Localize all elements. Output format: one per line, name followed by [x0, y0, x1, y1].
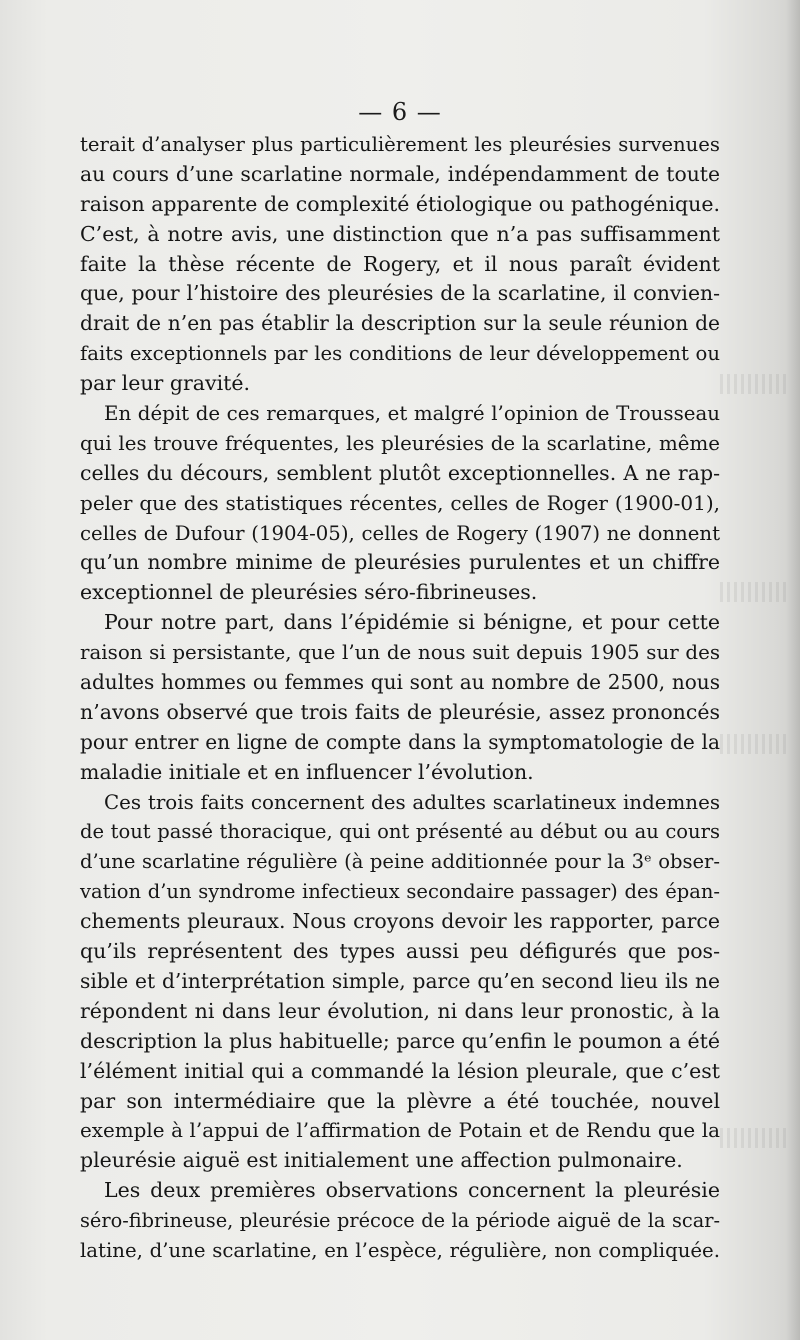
- text-line: au cours d’une scarlatine normale, indépendamment de toute: [80, 161, 720, 186]
- text-line: exemple à l’appui de l’affirmation de Potain et de Rendu que la: [80, 1119, 720, 1143]
- text-line: sible et d’interprétation simple, parce qu’en second lieu ils ne: [80, 968, 720, 993]
- text-line: latine, d’une scarlatine, en l’espèce, régulière, non compliquée.: [80, 1238, 720, 1262]
- text-line: par leur gravité.: [80, 371, 251, 396]
- body-text: [80, 130, 720, 1266]
- text-line: qu’ils représentent des types aussi peu défigurés que pos-: [80, 939, 720, 964]
- text-line: raison si persistante, que l’un de nous suit depuis 1905 sur des: [80, 641, 720, 665]
- text-line: pour entrer en ligne de compte dans la symptomatologie de la: [80, 729, 720, 754]
- text-line: Pour notre part, dans l’épidémie si bénigne, et pour cette: [104, 610, 720, 635]
- text-line: exceptionnel de pleurésies séro-fibrineuses.: [80, 580, 538, 605]
- text-line: par son intermédiaire que la plèvre a été touchée, nouvel: [80, 1088, 720, 1113]
- text-line: adultes hommes ou femmes qui sont au nombre de 2500, nous: [80, 670, 720, 695]
- text-line: qui les trouve fréquentes, les pleurésies de la scarlatine, même: [80, 431, 720, 455]
- text-line: celles du décours, semblent plutôt exceptionnelles. A ne rap-: [80, 460, 720, 485]
- text-line: d’une scarlatine régulière (à peine additionnée pour la 3ᵉ obser-: [80, 850, 720, 874]
- text-line: drait de n’en pas établir la description sur la seule réunion de: [80, 311, 720, 336]
- show-through: [720, 734, 790, 754]
- text-line: séro-fibrineuse, pleurésie précoce de la période aiguë de la scar-: [80, 1209, 720, 1233]
- show-through: [720, 1128, 790, 1148]
- text-line: En dépit de ces remarques, et malgré l’opinion de Trousseau: [104, 402, 720, 426]
- page-number: — 6 —: [358, 98, 442, 126]
- text-line: C’est, à notre avis, une distinction que n’a pas suffisamment: [80, 221, 720, 246]
- show-through: [720, 582, 790, 602]
- text-line: chements pleuraux. Nous croyons devoir les rapporter, parce: [80, 909, 720, 934]
- text-line: n’avons observé que trois faits de pleurésie, assez prononcés: [80, 699, 720, 724]
- text-line: qu’un nombre minime de pleurésies purulentes et un chiffre: [80, 550, 720, 575]
- text-line: Ces trois faits concernent des adultes scarlatineux indemnes: [104, 790, 720, 814]
- text-line: répondent ni dans leur évolution, ni dans leur pronostic, à la: [80, 998, 720, 1023]
- show-through: [720, 374, 790, 394]
- text-line: l’élément initial qui a commandé la lésion pleurale, que c’est: [80, 1058, 720, 1083]
- text-line: description la plus habituelle; parce qu’enfin le poumon a été: [80, 1028, 720, 1053]
- text-line: pleurésie aiguë est initialement une affection pulmonaire.: [80, 1148, 683, 1173]
- text-line: Les deux premières observations concernent la pleurésie: [104, 1178, 720, 1203]
- text-line: raison apparente de complexité étiologique ou pathogénique.: [80, 191, 720, 216]
- text-line: celles de Dufour (1904-05), celles de Rogery (1907) ne donnent: [80, 521, 720, 545]
- text-line: de tout passé thoracique, qui ont présenté au début ou au cours: [80, 820, 720, 844]
- text-line: vation d’un syndrome infectieux secondaire passager) des épan-: [80, 880, 720, 904]
- text-line: peler que des statistiques récentes, celles de Roger (1900-01),: [80, 490, 720, 515]
- text-line: faits exceptionnels par les conditions de leur développement ou: [80, 342, 720, 366]
- text-line: faite la thèse récente de Rogery, et il nous paraît évident: [80, 251, 720, 276]
- text-line: que, pour l’histoire des pleurésies de la scarlatine, il convien-: [80, 281, 720, 306]
- text-line: maladie initiale et en influencer l’évolution.: [80, 759, 534, 784]
- text-line: terait d’analyser plus particulièrement les pleurésies survenues: [80, 133, 720, 156]
